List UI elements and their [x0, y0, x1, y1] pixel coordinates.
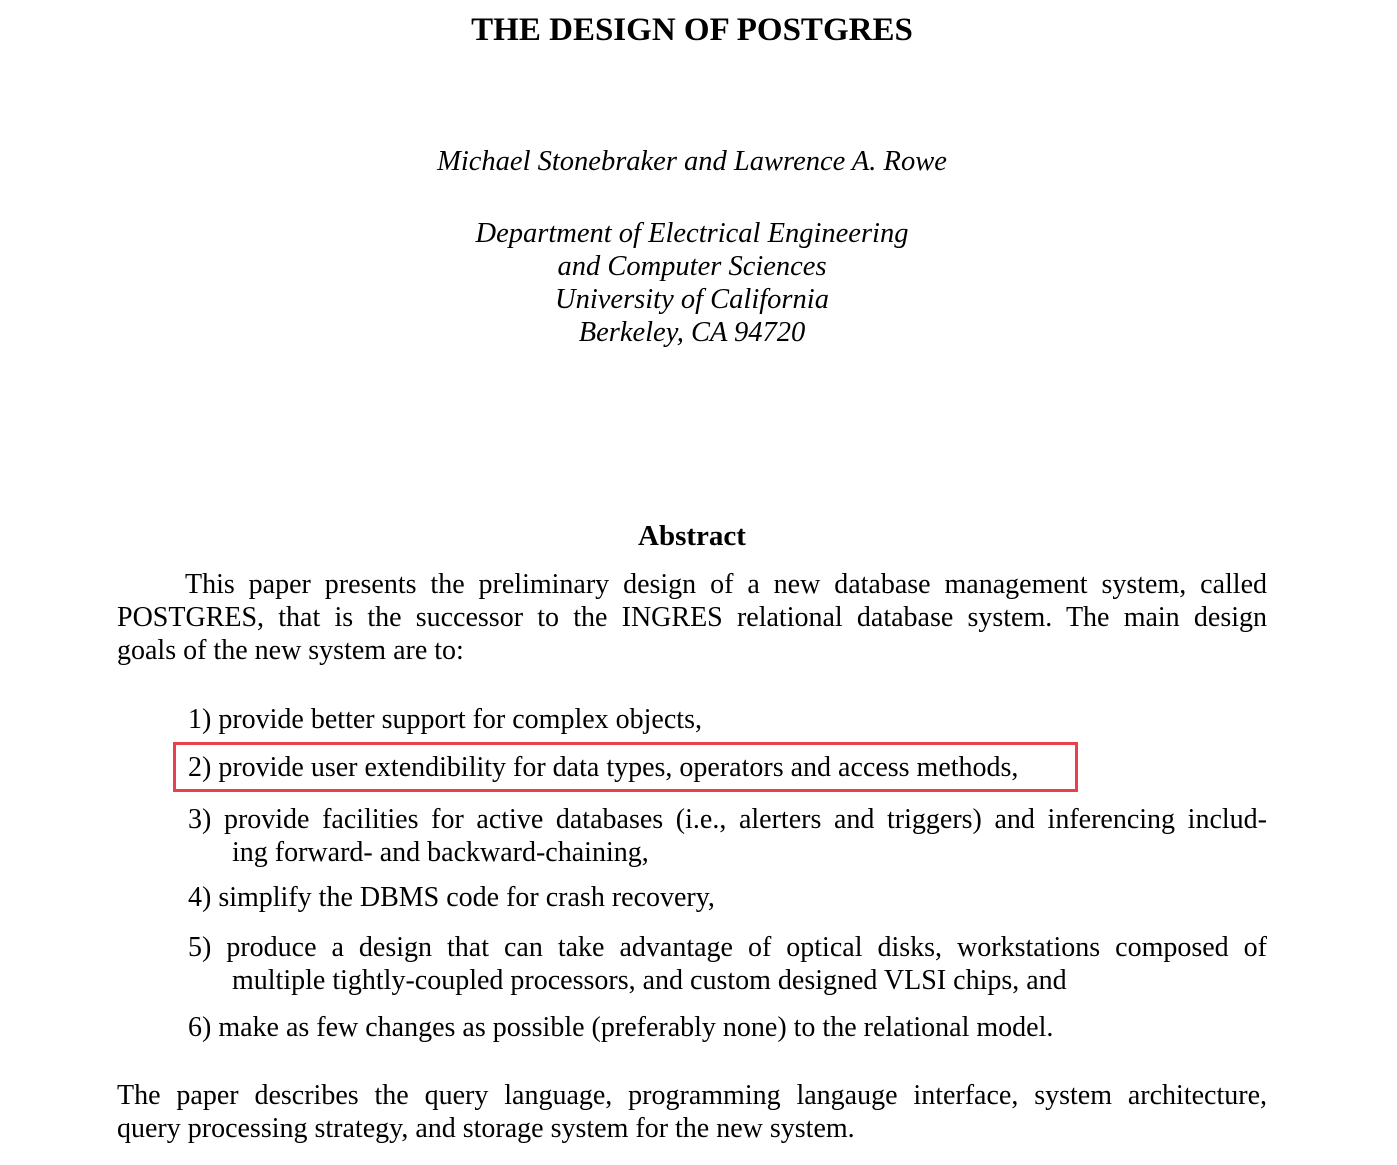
goal-line-continuation: multiple tightly-coupled processors, and custom designed VLSI chips, and [232, 965, 1067, 996]
goal-line-continuation: ing forward- and backward-chaining, [232, 837, 649, 868]
goal-item-4 [188, 881, 1267, 914]
affiliation-line: and Computer Sciences [557, 251, 827, 282]
affiliation-line: Berkeley, CA 94720 [578, 317, 806, 348]
abstract-line: POSTGRES, that is the successor to the INGRES relational database system. The main design [117, 602, 1267, 633]
goal-line: 3) provide facilities for active databases (i.e., alerters and triggers) and inferencing includ- [188, 804, 1267, 835]
goal-line: 4) simplify the DBMS code for crash recovery, [188, 882, 715, 913]
abstract-paragraph [117, 568, 1267, 667]
closing-line: query processing strategy, and storage system for the new system. [117, 1113, 855, 1144]
abstract-line: This paper presents the preliminary design of a new database management system, called [185, 569, 1267, 600]
affiliation-line: Department of Electrical Engineering [475, 218, 909, 249]
goal-item-5 [188, 931, 1267, 997]
goal-line: 5) produce a design that can take advantage of optical disks, workstations composed of [188, 932, 1267, 963]
paper-title: THE DESIGN OF POSTGRES [471, 12, 913, 48]
goal-line: 2) provide user extendibility for data types, operators and access methods, [188, 752, 1019, 783]
goal-item-3 [188, 803, 1267, 869]
abstract-heading: Abstract [638, 520, 746, 552]
goal-line: 6) make as few changes as possible (preferably none) to the relational model. [188, 1012, 1054, 1043]
authors-line: Michael Stonebraker and Lawrence A. Rowe [437, 146, 947, 177]
goal-line: 1) provide better support for complex objects, [188, 704, 702, 735]
affiliation-block [117, 217, 1267, 349]
closing-paragraph [117, 1079, 1267, 1145]
affiliation-line: University of California [555, 284, 829, 315]
closing-line: The paper describes the query language, programming langauge interface, system architecture, [117, 1080, 1267, 1111]
abstract-line: goals of the new system are to: [117, 635, 464, 666]
goal-item-1 [188, 703, 1267, 736]
goal-item-2 [188, 751, 1267, 784]
goal-item-6 [188, 1011, 1267, 1044]
